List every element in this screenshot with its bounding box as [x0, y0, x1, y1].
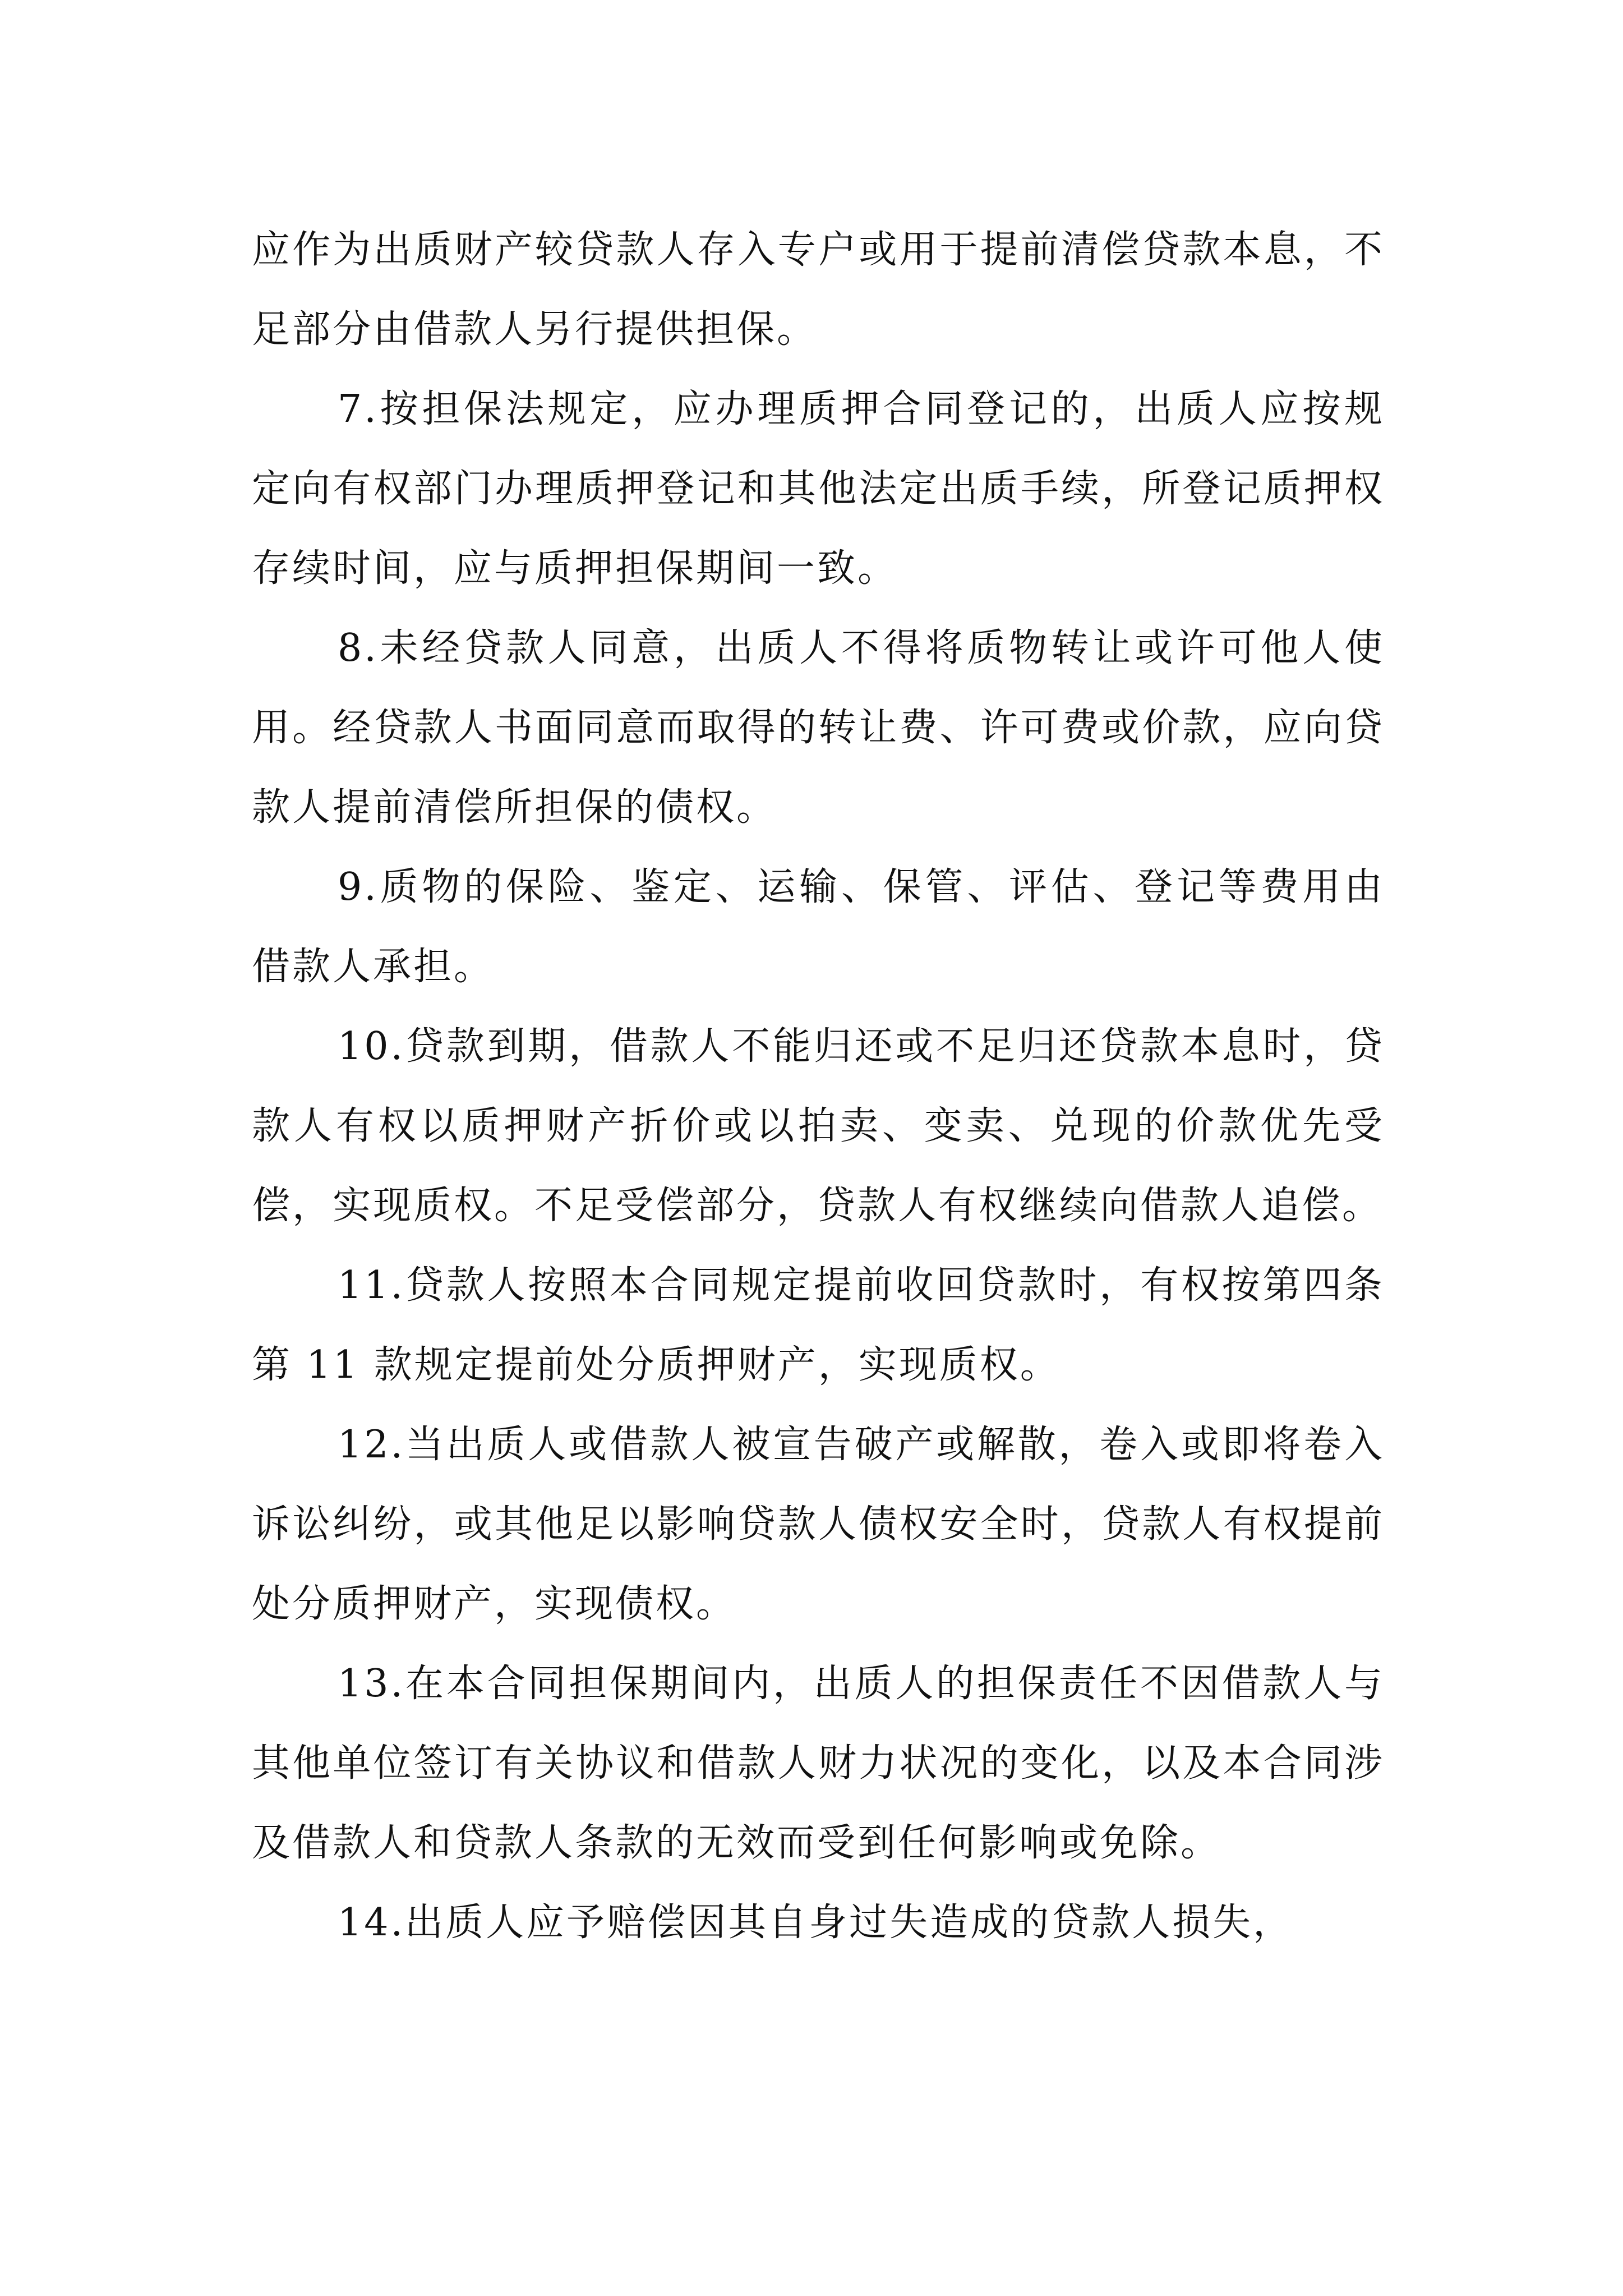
clause-9: 9.质物的保险、鉴定、运输、保管、评估、登记等费用由借款人承担。 [252, 865, 1385, 989]
clause-12: 12.当出质人或借款人被宣告破产或解散，卷入或即将卷入诉讼纠纷，或其他足以影响贷款人债权安全时，贷款人有权提前处分质押财产，实现债权。 [252, 1423, 1385, 1626]
clause-10: 10.贷款到期，借款人不能归还或不足归还贷款本息时，贷款人有权以质押财产折价或以拍卖、变卖、兑现的价款优先受偿，实现质权。不足受偿部分，贷款人有权继续向借款人追偿。 [252, 1024, 1385, 1228]
clause-13: 13.在本合同担保期间内，出质人的担保责任不因借款人与其他单位签订有关协议和借款人财力状况的变化，以及本合同涉及借款人和贷款人条款的无效而受到任何影响或免除。 [252, 1662, 1385, 1865]
document-body [252, 210, 1385, 1963]
clause-7: 7.按担保法规定，应办理质押合同登记的，出质人应按规定向有权部门办理质押登记和其他法定出质手续，所登记质押权存续时间，应与质押担保期间一致。 [252, 387, 1385, 591]
paragraph-continuation: 应作为出质财产较贷款人存入专户或用于提前清偿贷款本息，不足部分由借款人另行提供担保。 [252, 228, 1385, 352]
clause-8: 8.未经贷款人同意，出质人不得将质物转让或许可他人使用。经贷款人书面同意而取得的转让费、许可费或价款，应向贷款人提前清偿所担保的债权。 [252, 626, 1385, 830]
clause-14: 14.出质人应予赔偿因其自身过失造成的贷款人损失， [338, 1901, 1294, 1945]
clause-11: 11.贷款人按照本合同规定提前收回贷款时，有权按第四条第 11 款规定提前处分质押财产，实现质权。 [252, 1263, 1385, 1387]
